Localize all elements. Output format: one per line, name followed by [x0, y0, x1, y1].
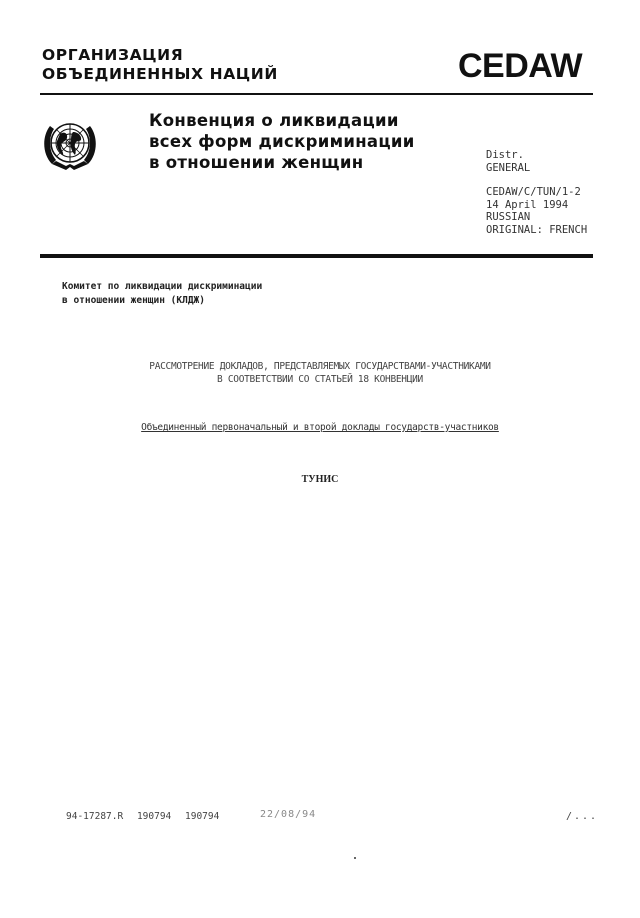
convention-title-line-1: Конвенция о ликвидации	[149, 111, 399, 130]
report-heading: Объединенный первоначальный и второй доклады государств-участников	[141, 422, 499, 433]
committee-name	[62, 280, 262, 308]
country-name: ТУНИС	[301, 474, 339, 485]
committee-name-line-1: Комитет по ликвидации дискриминации	[62, 281, 263, 292]
convention-title-line-2: всех форм дискриминации	[149, 132, 415, 151]
cedaw-brand: CEDAW	[458, 47, 583, 85]
document-meta	[486, 149, 587, 236]
footer-continuation-marker: /...	[566, 811, 599, 822]
footer-date-stamp: 22/08/94	[260, 809, 317, 820]
scan-speck	[354, 857, 356, 859]
document-date: 14 April 1994	[486, 198, 569, 211]
header-divider-speck	[590, 93, 593, 95]
convention-title	[149, 110, 415, 173]
distribution-value: GENERAL	[486, 161, 531, 174]
consideration-heading	[0, 360, 640, 386]
footer-job-number: 94-17287.R	[66, 811, 124, 822]
convention-title-line-3: в отношении женщин	[149, 153, 364, 172]
footer-job-codes	[66, 811, 219, 823]
organization-name-line-2: ОБЪЕДИНЕННЫХ НАЦИЙ	[42, 65, 278, 83]
document-language: RUSSIAN	[486, 211, 531, 223]
un-emblem-icon	[40, 114, 100, 174]
organization-name-line-1: ОРГАНИЗАЦИЯ	[42, 46, 184, 64]
consideration-heading-line-1: РАССМОТРЕНИЕ ДОКЛАДОВ, ПРЕДСТАВЛЯЕМЫХ ГОСУДАРСТВАМИ-УЧАСТНИКАМИ	[149, 361, 491, 372]
original-language: ORIGINAL: FRENCH	[486, 223, 588, 236]
distribution-label: Distr.	[486, 149, 524, 161]
document-symbol: CEDAW/C/TUN/1-2	[486, 186, 581, 198]
meta-spacer	[486, 174, 587, 186]
header-bottom-divider	[40, 254, 593, 258]
committee-name-line-2: в отношении женщин (КЛДЖ)	[62, 295, 205, 306]
organization-name	[42, 46, 278, 84]
footer-date-code-1: 190794	[136, 811, 172, 822]
header-divider	[40, 93, 592, 95]
consideration-heading-line-2: В СООТВЕТСТВИИ СО СТАТЬЕЙ 18 КОНВЕНЦИИ	[217, 374, 423, 385]
footer-date-code-2: 190794	[185, 811, 220, 822]
